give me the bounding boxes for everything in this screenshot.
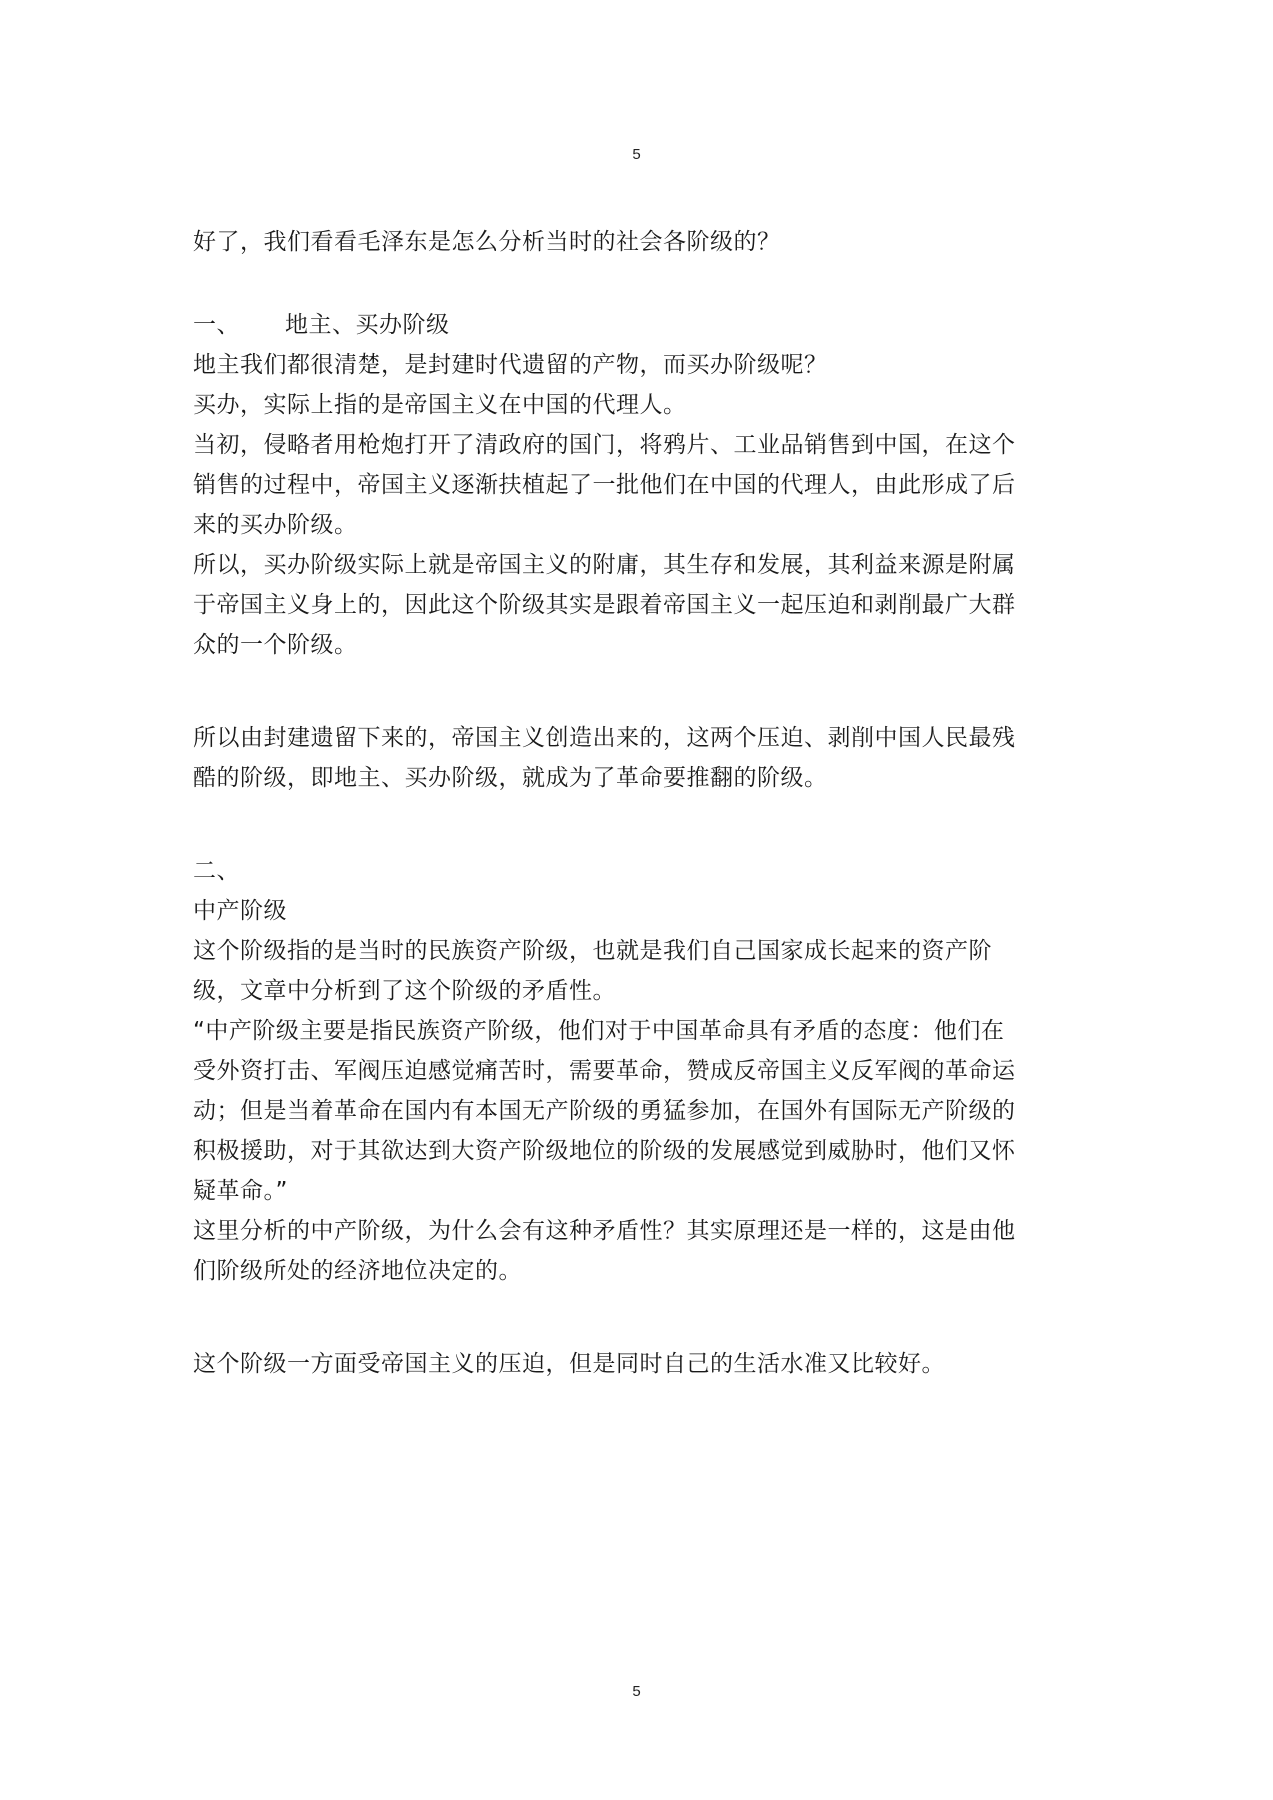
paragraph-line: 于帝国主义身上的，因此这个阶级其实是跟着帝国主义一起压迫和剥削最广大群 <box>193 592 1016 618</box>
paragraph-line: 所以，买办阶级实际上就是帝国主义的附庸，其生存和发展，其利益来源是附属 <box>193 552 1016 578</box>
intro-paragraph: 好了，我们看看毛泽东是怎么分析当时的社会各阶级的？ <box>193 229 781 255</box>
section-title-2: 中产阶级 <box>193 898 287 924</box>
paragraph-line: 众的一个阶级。 <box>193 632 358 658</box>
quote-paragraph <box>193 1011 1081 1211</box>
paragraph-line: 酷的阶级，即地主、买办阶级，就成为了革命要推翻的阶级。 <box>193 765 828 791</box>
quote-line: 积极援助，对于其欲达到大资产阶级地位的阶级的发展感觉到威胁时，他们又怀 <box>193 1138 1016 1164</box>
quote-line: 动；但是当着革命在国内有本国无产阶级的勇猛参加，在国外有国际无产阶级的 <box>193 1098 1016 1124</box>
paragraph-line: 这个阶级指的是当时的民族资产阶级，也就是我们自己国家成长起来的资产阶 <box>193 938 992 964</box>
section-number-1: 一、 <box>193 312 240 338</box>
paragraph-line: 们阶级所处的经济地位决定的。 <box>193 1258 522 1284</box>
paragraph-line: 所以由封建遗留下来的，帝国主义创造出来的，这两个压迫、剥削中国人民最残 <box>193 725 1016 751</box>
paragraph: 地主我们都很清楚，是封建时代遗留的产物，而买办阶级呢？ <box>193 352 828 378</box>
paragraph <box>193 425 1081 545</box>
paragraph <box>193 931 1081 1011</box>
paragraph-line: 当初，侵略者用枪炮打开了清政府的国门，将鸦片、工业品销售到中国，在这个 <box>193 432 1016 458</box>
quote-line: 疑革命。” <box>193 1178 288 1204</box>
page-number-bottom: 5 <box>632 1683 641 1700</box>
section-title-1: 地主、买办阶级 <box>285 312 450 338</box>
paragraph <box>193 545 1081 665</box>
paragraph-line: 销售的过程中，帝国主义逐渐扶植起了一批他们在中国的代理人，由此形成了后 <box>193 472 1016 498</box>
paragraph: 这个阶级一方面受帝国主义的压迫，但是同时自己的生活水准又比较好。 <box>193 1351 945 1377</box>
quote-line: “中产阶级主要是指民族资产阶级，他们对于中国革命具有矛盾的态度：他们在 <box>193 1018 1005 1044</box>
page-number-top: 5 <box>632 146 641 163</box>
paragraph-line: 来的买办阶级。 <box>193 512 358 538</box>
section-number-2: 二、 <box>193 858 240 884</box>
section-heading-1 <box>193 305 1081 345</box>
paragraph <box>193 1211 1081 1291</box>
paragraph <box>193 718 1081 798</box>
quote-line: 受外资打击、军阀压迫感觉痛苦时，需要革命，赞成反帝国主义反军阀的革命运 <box>193 1058 1016 1084</box>
document-body <box>193 222 1081 1384</box>
paragraph-line: 级，文章中分析到了这个阶级的矛盾性。 <box>193 978 616 1004</box>
paragraph-line: 这里分析的中产阶级，为什么会有这种矛盾性？其实原理还是一样的，这是由他 <box>193 1218 1016 1244</box>
paragraph: 买办，实际上指的是帝国主义在中国的代理人。 <box>193 392 687 418</box>
